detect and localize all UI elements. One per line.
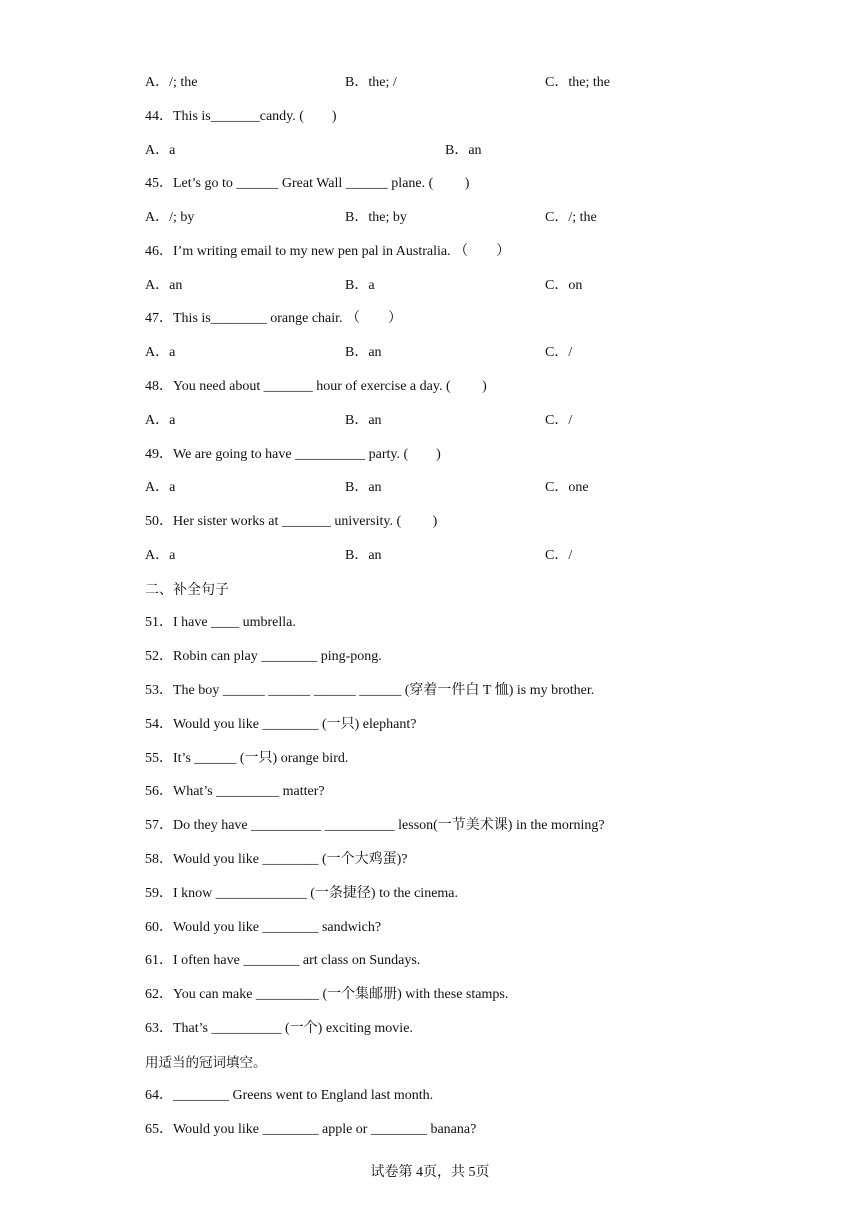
- question-item: 45．Let’s go to ______ Great Wall ______ plane. ( ): [145, 176, 470, 191]
- question-item: 47．This is________ orange chair. （ ）: [145, 311, 403, 326]
- answer-option: B．an: [345, 413, 382, 428]
- question-item: 52．Robin can play ________ ping-pong.: [145, 649, 382, 664]
- question-item: 58．Would you like ________ (一个大鸡蛋)?: [145, 852, 408, 867]
- answer-option: A．/; by: [145, 210, 195, 225]
- question-item: 44．This is_______candy. ( ): [145, 109, 337, 124]
- answer-option: B．an: [345, 345, 382, 360]
- answer-option: B．an: [345, 548, 382, 563]
- question-item: 49．We are going to have __________ party. ( ): [145, 447, 441, 462]
- question-item: 60．Would you like ________ sandwich?: [145, 920, 382, 935]
- answer-option: C．/: [545, 413, 573, 428]
- question-item: 63．That’s __________ (一个) exciting movie.: [145, 1021, 413, 1036]
- page-footer: 试卷第 4页，共 5页: [370, 1165, 490, 1180]
- question-item: 65．Would you like ________ apple or ________ banana?: [145, 1122, 477, 1137]
- answer-option: A．/; the: [145, 75, 198, 90]
- answer-option: B．the; /: [345, 75, 397, 90]
- answer-option: B．an: [345, 480, 382, 495]
- question-item: 54．Would you like ________ (一只) elephant?: [145, 717, 417, 732]
- question-item: 56．What’s _________ matter?: [145, 784, 325, 799]
- question-item: 57．Do they have __________ __________ lesson(一节美术课) in the morning?: [145, 818, 605, 833]
- question-item: 51．I have ____ umbrella.: [145, 615, 296, 630]
- answer-option: B．a: [345, 278, 375, 293]
- question-item: 53．The boy ______ ______ ______ ______ (穿着一件白 T 恤) is my brother.: [145, 683, 595, 698]
- question-item: 61．I often have ________ art class on Sundays.: [145, 953, 421, 968]
- question-item: 64．________ Greens went to England last month.: [145, 1088, 434, 1103]
- answer-option: A．a: [145, 548, 176, 563]
- question-item: 50．Her sister works at _______ university. ( ): [145, 514, 438, 529]
- question-item: 48．You need about _______ hour of exercise a day. ( ): [145, 379, 487, 394]
- answer-option: A．a: [145, 480, 176, 495]
- answer-option: C．one: [545, 480, 589, 495]
- question-item: 46．I’m writing email to my new pen pal in Australia. （ ）: [145, 244, 511, 259]
- answer-option: A．an: [145, 278, 183, 293]
- answer-option: A．a: [145, 345, 176, 360]
- answer-option: A．a: [145, 413, 176, 428]
- answer-option: A．a: [145, 143, 176, 158]
- answer-option: C．on: [545, 278, 583, 293]
- answer-option: B．an: [445, 143, 482, 158]
- answer-option: C．/: [545, 548, 573, 563]
- question-item: 62．You can make _________ (一个集邮册) with these stamps.: [145, 987, 509, 1002]
- question-item: 59．I know _____________ (一条捷径) to the cinema.: [145, 886, 459, 901]
- answer-option: B．the; by: [345, 210, 407, 225]
- question-item: 55．It’s ______ (一只) orange bird.: [145, 751, 349, 766]
- answer-option: C．the; the: [545, 75, 610, 90]
- instruction-text: 用适当的冠词填空。: [145, 1055, 267, 1071]
- section-heading: 二、补全句子: [145, 582, 229, 598]
- answer-option: C．/; the: [545, 210, 597, 225]
- answer-option: C．/: [545, 345, 573, 360]
